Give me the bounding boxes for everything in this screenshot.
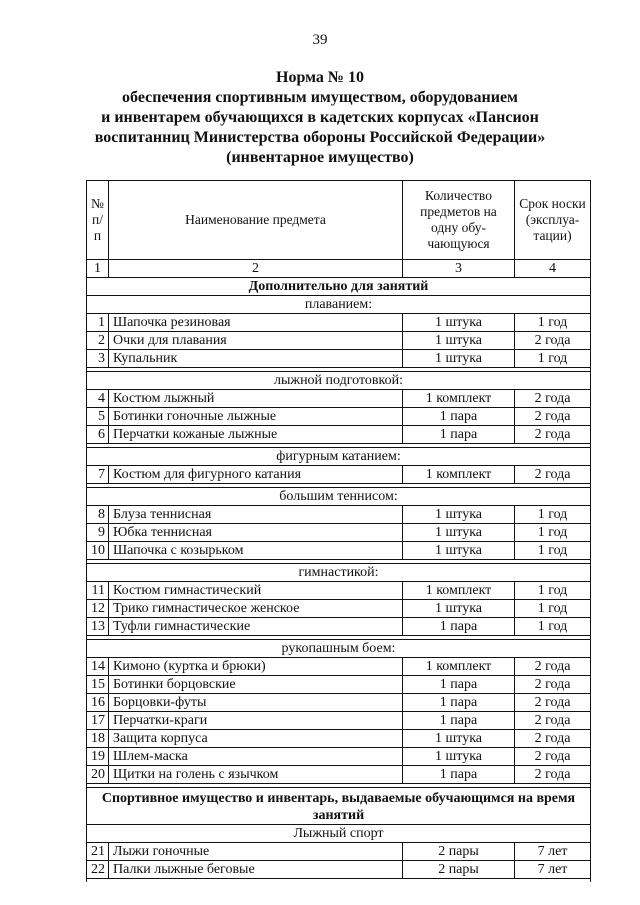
group-label: лыжной подготовкой: (87, 372, 591, 390)
item-term: 1 год (515, 524, 591, 542)
item-quantity: 1 штука (403, 506, 515, 524)
document-heading (60, 68, 580, 168)
item-name: Защита корпуса (109, 730, 403, 748)
item-name: Блуза теннисная (109, 506, 403, 524)
item-term: 2 года (515, 658, 591, 676)
item-number: 14 (87, 658, 109, 676)
table-row (87, 676, 591, 694)
item-term: 1 год (515, 542, 591, 560)
group-row (87, 825, 591, 843)
item-name: Лыжи гоночные (109, 843, 403, 861)
table-row (87, 618, 591, 636)
column-number: 4 (515, 260, 591, 278)
header-quantity: Количество предметов на одну обу-чающуюся (403, 181, 515, 260)
table-row (87, 390, 591, 408)
item-number: 8 (87, 506, 109, 524)
group-label: рукопашным боем: (87, 640, 591, 658)
group-label: гимнастикой: (87, 564, 591, 582)
item-name: Костюм для фигурного катания (109, 466, 403, 484)
item-term: 2 года (515, 748, 591, 766)
item-number: 16 (87, 694, 109, 712)
item-number: 7 (87, 466, 109, 484)
item-term: 2 года (515, 332, 591, 350)
table-row (87, 748, 591, 766)
heading-line: воспитанниц Министерства обороны Российской Федерации» (94, 129, 546, 146)
item-name: Ботинки гоночные лыжные (109, 408, 403, 426)
item-quantity: 1 комплект (403, 582, 515, 600)
group-label: Лыжный спорт (87, 825, 591, 843)
item-number: 15 (87, 676, 109, 694)
table-row (87, 506, 591, 524)
table-row (87, 332, 591, 350)
item-quantity: 1 пара (403, 694, 515, 712)
item-name: Юбка теннисная (109, 524, 403, 542)
heading-line: обеспечения спортивным имуществом, оборудованием (122, 89, 518, 106)
item-term: 1 год (515, 506, 591, 524)
item-number: 13 (87, 618, 109, 636)
item-term: 2 года (515, 408, 591, 426)
item-quantity: 1 пара (403, 426, 515, 444)
item-name: Кимоно (куртка и брюки) (109, 658, 403, 676)
group-label: фигурным катанием: (87, 448, 591, 466)
header-term: Срок носки (эксплуа-тации) (515, 181, 591, 260)
table-row (87, 350, 591, 368)
item-number: 6 (87, 426, 109, 444)
item-name: Трико гимнастическое женское (109, 600, 403, 618)
norm-title: Норма № 10 (276, 69, 364, 86)
item-number: 21 (87, 843, 109, 861)
column-number-row (87, 260, 591, 278)
table-row (87, 766, 591, 784)
item-term: 1 год (515, 314, 591, 332)
item-quantity: 1 пара (403, 676, 515, 694)
table-row (87, 712, 591, 730)
spacer-row (87, 879, 591, 883)
item-term: 2 года (515, 766, 591, 784)
item-name: Туфли гимнастические (109, 618, 403, 636)
item-quantity: 1 пара (403, 712, 515, 730)
item-number: 17 (87, 712, 109, 730)
table-header-row (87, 181, 591, 260)
item-name: Шапочка с козырьком (109, 542, 403, 560)
item-quantity: 1 штука (403, 730, 515, 748)
table-row (87, 524, 591, 542)
group-row (87, 564, 591, 582)
item-quantity: 1 штука (403, 542, 515, 560)
item-name: Щитки на голень с язычком (109, 766, 403, 784)
item-name: Шлем-маска (109, 748, 403, 766)
group-label: плаванием: (87, 296, 591, 314)
item-name: Костюм гимнастический (109, 582, 403, 600)
section-title: Дополнительно для занятий (87, 278, 591, 296)
item-quantity: 1 комплект (403, 390, 515, 408)
item-quantity: 1 штука (403, 748, 515, 766)
table-row (87, 730, 591, 748)
item-name: Палки лыжные беговые (109, 861, 403, 879)
item-term: 2 года (515, 712, 591, 730)
item-name: Шапочка резиновая (109, 314, 403, 332)
item-quantity: 1 штука (403, 524, 515, 542)
item-term: 2 года (515, 426, 591, 444)
table-row (87, 542, 591, 560)
item-term: 2 года (515, 676, 591, 694)
column-number: 2 (109, 260, 403, 278)
group-row (87, 640, 591, 658)
group-row (87, 296, 591, 314)
item-quantity: 1 комплект (403, 466, 515, 484)
column-number: 3 (403, 260, 515, 278)
table-row (87, 658, 591, 676)
item-name: Перчатки-краги (109, 712, 403, 730)
section-row (87, 278, 591, 296)
table-row (87, 408, 591, 426)
item-quantity: 2 пары (403, 843, 515, 861)
group-row (87, 448, 591, 466)
item-name: Перчатки кожаные лыжные (109, 426, 403, 444)
item-number: 1 (87, 314, 109, 332)
item-name: Ботинки борцовские (109, 676, 403, 694)
item-number: 19 (87, 748, 109, 766)
item-term: 7 лет (515, 843, 591, 861)
norm-table (86, 180, 591, 882)
item-number: 11 (87, 582, 109, 600)
item-term: 2 года (515, 730, 591, 748)
page-number: 39 (312, 32, 328, 48)
item-term: 1 год (515, 618, 591, 636)
item-quantity: 1 комплект (403, 658, 515, 676)
item-quantity: 1 штука (403, 600, 515, 618)
group-label: большим теннисом: (87, 488, 591, 506)
item-term: 1 год (515, 582, 591, 600)
item-number: 4 (87, 390, 109, 408)
item-term: 2 года (515, 466, 591, 484)
group-row (87, 372, 591, 390)
item-number: 22 (87, 861, 109, 879)
heading-line: и инвентарем обучающихся в кадетских корпусах «Пансион (101, 109, 539, 126)
item-number: 3 (87, 350, 109, 368)
item-name: Купальник (109, 350, 403, 368)
table-row (87, 314, 591, 332)
item-name: Очки для плавания (109, 332, 403, 350)
item-quantity: 1 штука (403, 350, 515, 368)
table-row (87, 600, 591, 618)
column-number: 1 (87, 260, 109, 278)
table-row (87, 426, 591, 444)
item-name: Костюм лыжный (109, 390, 403, 408)
item-term: 2 года (515, 390, 591, 408)
item-quantity: 1 пара (403, 618, 515, 636)
header-num: № п/п (87, 181, 109, 260)
table-row (87, 694, 591, 712)
item-name: Борцовки-футы (109, 694, 403, 712)
table-row (87, 466, 591, 484)
section-row (87, 788, 591, 825)
item-term: 2 года (515, 694, 591, 712)
section-title: Спортивное имущество и инвентарь, выдаваемые обучающимся на время занятий (87, 788, 591, 825)
header-name: Наименование предмета (109, 181, 403, 260)
item-number: 2 (87, 332, 109, 350)
item-quantity: 2 пары (403, 861, 515, 879)
heading-line: (инвентарное имущество) (226, 149, 414, 166)
item-number: 5 (87, 408, 109, 426)
item-term: 1 год (515, 350, 591, 368)
item-number: 18 (87, 730, 109, 748)
item-number: 20 (87, 766, 109, 784)
item-term: 1 год (515, 600, 591, 618)
spacer-cell (87, 879, 591, 883)
item-number: 12 (87, 600, 109, 618)
item-term: 7 лет (515, 861, 591, 879)
item-quantity: 1 пара (403, 766, 515, 784)
table-row (87, 582, 591, 600)
item-quantity: 1 штука (403, 314, 515, 332)
table-row (87, 843, 591, 861)
item-number: 9 (87, 524, 109, 542)
item-number: 10 (87, 542, 109, 560)
item-quantity: 1 пара (403, 408, 515, 426)
group-row (87, 488, 591, 506)
item-quantity: 1 штука (403, 332, 515, 350)
table-row (87, 861, 591, 879)
